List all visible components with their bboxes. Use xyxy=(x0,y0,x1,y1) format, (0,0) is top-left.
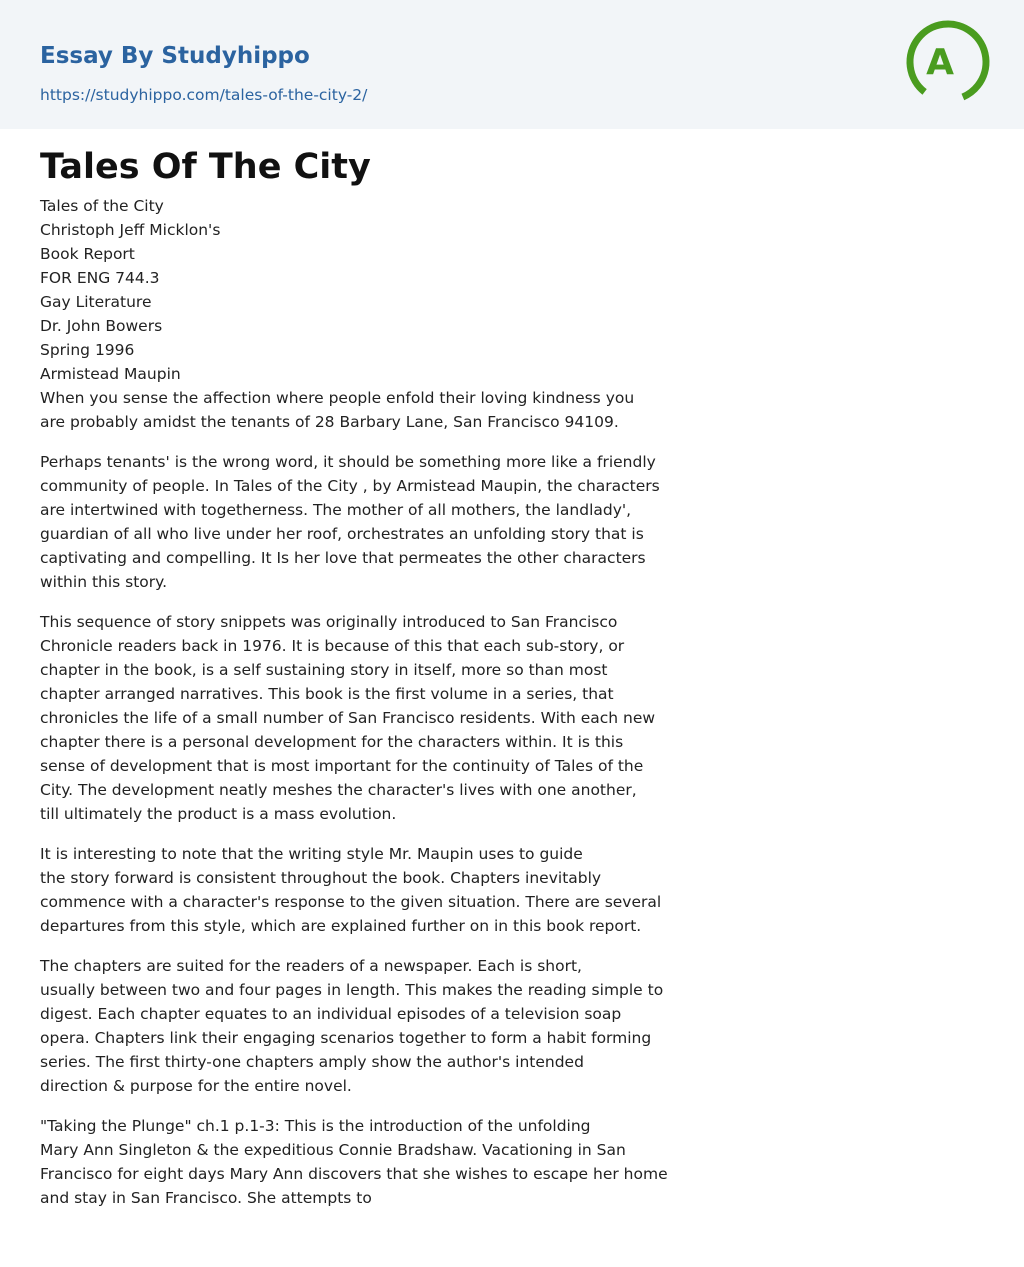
paragraph-line: When you sense the affection where people enfold their loving kindness you xyxy=(40,389,635,407)
meta-line: Spring 1996 xyxy=(40,341,135,359)
paragraph-line: are probably amidst the tenants of 28 Barbary Lane, San Francisco 94109. xyxy=(40,413,619,431)
meta-line: Gay Literature xyxy=(40,293,152,311)
paragraph-line: chronicles the life of a small number of San Francisco residents. With each new xyxy=(40,709,656,727)
paragraph-line: chapter arranged narratives. This book is the first volume in a series, that xyxy=(40,685,614,703)
paragraph-line: within this story. xyxy=(40,573,168,591)
site-brand[interactable]: Essay By Studyhippo xyxy=(40,43,310,69)
paragraph-line: Perhaps tenants' is the wrong word, it should be something more like a friendly xyxy=(40,453,656,471)
meta-line: Armistead Maupin xyxy=(40,365,181,383)
paragraph-line: "Taking the Plunge" ch.1 p.1-3: This is the introduction of the unfolding xyxy=(40,1117,591,1135)
meta-line: Tales of the City xyxy=(40,197,164,215)
essay-paragraph xyxy=(40,1114,710,1210)
essay-url-link[interactable]: https://studyhippo.com/tales-of-the-city-2/ xyxy=(40,86,368,104)
essay-meta xyxy=(40,194,710,386)
essay-paragraph xyxy=(40,386,710,434)
paragraph-line: till ultimately the product is a mass evolution. xyxy=(40,805,397,823)
logo-letter: A xyxy=(926,42,954,83)
meta-line: Christoph Jeff Micklon's xyxy=(40,221,221,239)
paragraph-line: usually between two and four pages in length. This makes the reading simple to xyxy=(40,981,664,999)
essay-body xyxy=(40,194,710,1226)
essay-paragraph xyxy=(40,610,710,826)
paragraph-line: City. The development neatly meshes the character's lives with one another, xyxy=(40,781,637,799)
paragraph-line: series. The first thirty-one chapters amply show the author's intended xyxy=(40,1053,584,1071)
paragraph-line: This sequence of story snippets was originally introduced to San Francisco xyxy=(40,613,618,631)
paragraph-line: Mary Ann Singleton & the expeditious Connie Bradshaw. Vacationing in San xyxy=(40,1141,626,1159)
paragraph-line: chapter in the book, is a self sustaining story in itself, more so than most xyxy=(40,661,608,679)
essay-paragraph xyxy=(40,954,710,1098)
paragraph-line: digest. Each chapter equates to an individual episodes of a television soap xyxy=(40,1005,622,1023)
essay-paragraph xyxy=(40,842,710,938)
page-title: Tales Of The City xyxy=(40,147,371,187)
essay-paragraph xyxy=(40,450,710,594)
paragraph-line: The chapters are suited for the readers of a newspaper. Each is short, xyxy=(40,957,582,975)
paragraph-line: sense of development that is most important for the continuity of Tales of the xyxy=(40,757,644,775)
paragraph-line: captivating and compelling. It Is her love that permeates the other characters xyxy=(40,549,646,567)
paragraph-line: opera. Chapters link their engaging scenarios together to form a habit forming xyxy=(40,1029,652,1047)
studyhippo-logo-icon[interactable] xyxy=(903,17,993,107)
paragraph-line: the story forward is consistent throughout the book. Chapters inevitably xyxy=(40,869,602,887)
paragraph-line: departures from this style, which are explained further on in this book report. xyxy=(40,917,642,935)
paragraph-line: guardian of all who live under her roof, orchestrates an unfolding story that is xyxy=(40,525,644,543)
paragraph-line: direction & purpose for the entire novel. xyxy=(40,1077,352,1095)
paragraph-line: and stay in San Francisco. She attempts to xyxy=(40,1189,372,1207)
paragraph-line: community of people. In Tales of the City , by Armistead Maupin, the characters xyxy=(40,477,660,495)
paragraph-line: chapter there is a personal development for the characters within. It is this xyxy=(40,733,624,751)
paragraph-line: commence with a character's response to the given situation. There are several xyxy=(40,893,662,911)
paragraph-line: It is interesting to note that the writing style Mr. Maupin uses to guide xyxy=(40,845,583,863)
meta-line: Book Report xyxy=(40,245,135,263)
paragraph-line: Francisco for eight days Mary Ann discovers that she wishes to escape her home xyxy=(40,1165,668,1183)
paragraph-line: are intertwined with togetherness. The mother of all mothers, the landlady', xyxy=(40,501,632,519)
site-header xyxy=(0,0,1024,129)
paragraph-line: Chronicle readers back in 1976. It is because of this that each sub-story, or xyxy=(40,637,625,655)
meta-line: FOR ENG 744.3 xyxy=(40,269,160,287)
meta-line: Dr. John Bowers xyxy=(40,317,163,335)
